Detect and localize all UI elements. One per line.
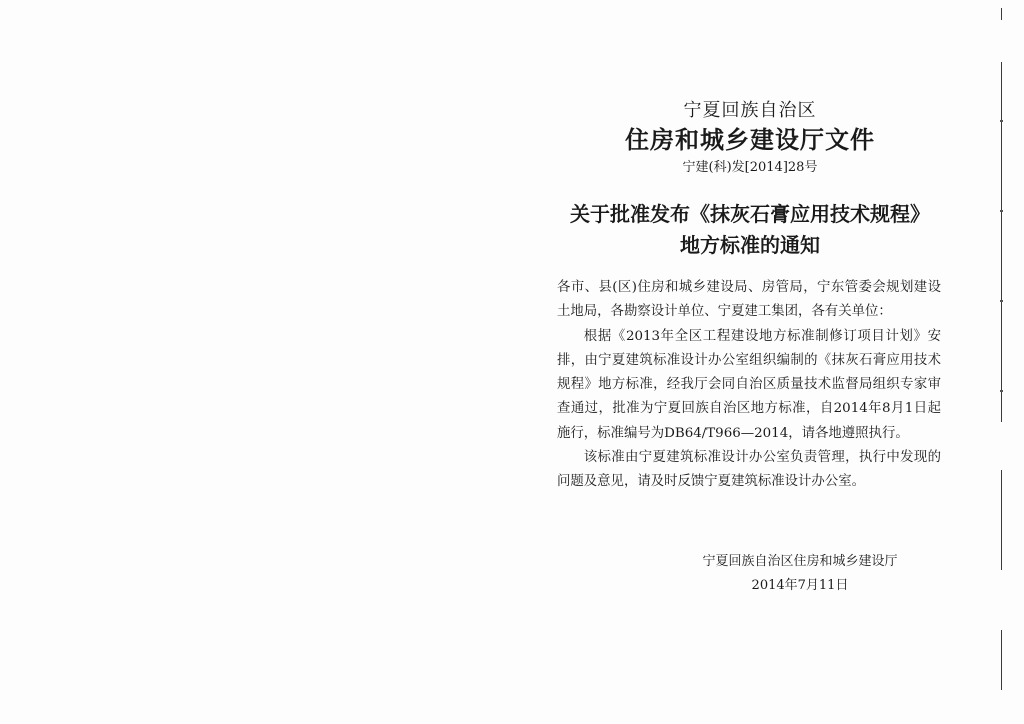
document-number: 宁建(科)发[2014]28号: [682, 160, 818, 175]
signature-organization: 宁夏回族自治区住房和城乡建设厅: [702, 554, 898, 569]
issuing-region: 宁夏回族自治区: [683, 100, 817, 121]
notice-title-line-1: 关于批准发布《抹灰石膏应用技术规程》: [570, 202, 930, 226]
body-paragraph-1: 根据《2013年全区工程建设地方标准制修订项目计划》安排，由宁夏建筑标准设计办公室组织编制的《抹灰石膏应用技术规程》地方标准，经我厅会同自治区质量技术监督局组织专家审查通过，批准为宁夏回族自治区地方标准，自2014年8月1日起施行，标准编号为DB64/T966—2014，请各地遵照执行。: [557, 328, 941, 441]
signature-date: 2014年7月11日: [751, 578, 849, 593]
addressees: 各市、县(区)住房和城乡建设局、房管局，宁东管委会规划建设土地局，各勘察设计单位、宁夏建工集团，各有关单位：: [557, 280, 941, 320]
body-paragraph-2: 该标准由宁夏建筑标准设计办公室负责管理，执行中发现的问题及意见，请及时反馈宁夏建筑标准设计办公室。: [557, 450, 941, 490]
scan-edge-line: [1001, 62, 1002, 422]
scan-tick: [1000, 300, 1003, 302]
notice-body: [557, 276, 941, 495]
scan-edge-line: [1001, 470, 1002, 570]
notice-title-line-2: 地方标准的通知: [680, 233, 820, 257]
scan-edge-mark: [1001, 8, 1002, 20]
scan-tick: [1000, 210, 1003, 212]
issuing-authority: 住房和城乡建设厅文件: [625, 125, 875, 154]
scan-edge-line: [1001, 630, 1002, 690]
scan-tick: [1000, 390, 1003, 392]
scan-tick: [1000, 120, 1003, 122]
